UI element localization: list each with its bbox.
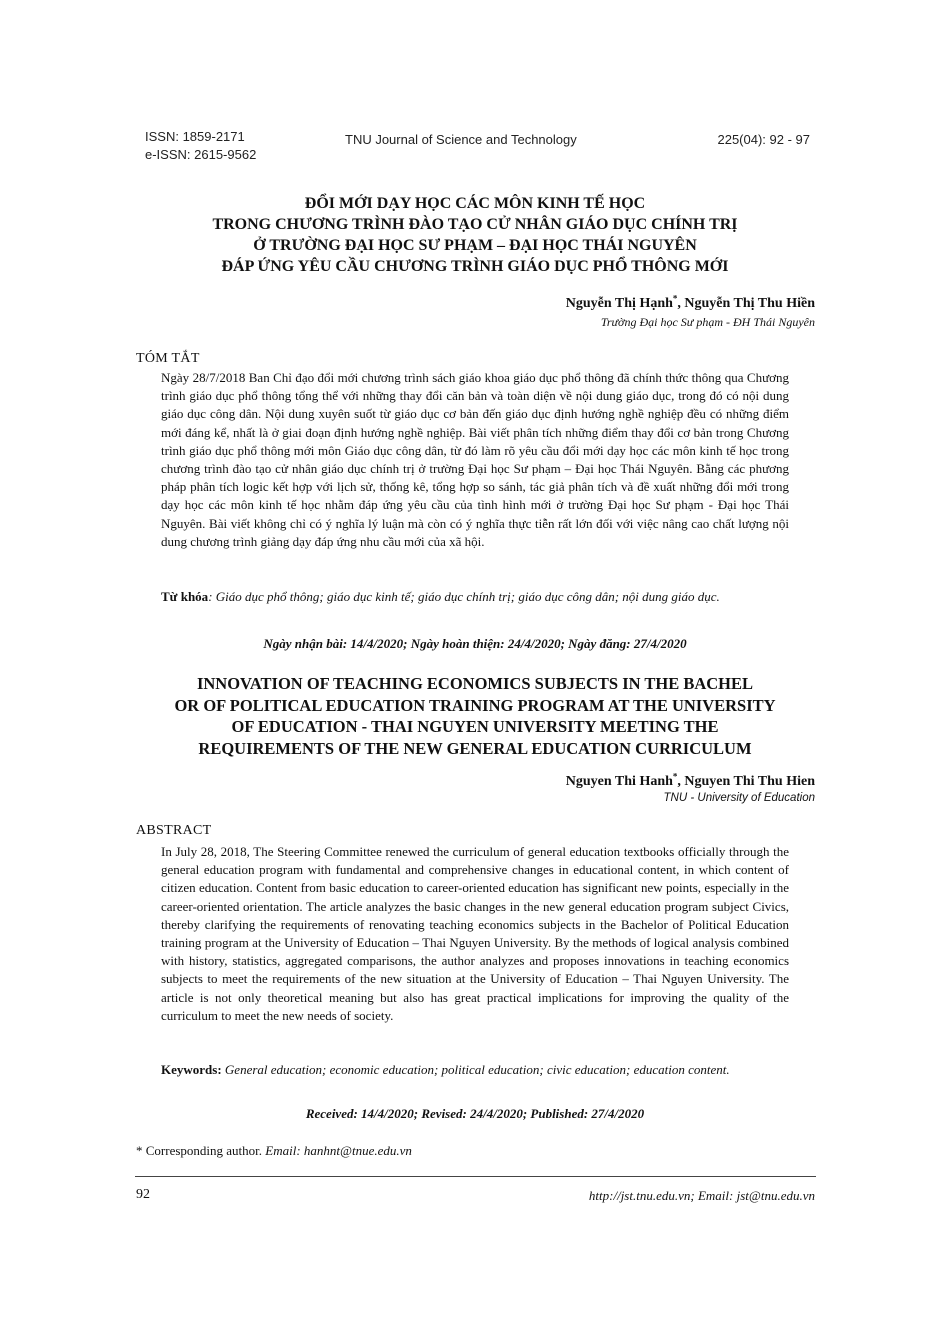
title-en-line: REQUIREMENTS OF THE NEW GENERAL EDUCATION CURRICULUM xyxy=(198,738,752,758)
journal-name: TNU Journal of Science and Technology xyxy=(345,132,577,147)
abstract-english: In July 28, 2018, The Steering Committee renewed the curriculum of general education textbooks officially through the general education program with fundamental and comprehensive changes in educational content, in which content of citizen education. Content from basic education to career-oriented education has significant new points, especially in the career-oriented orientation. The article analyzes the basic changes in the new general education program subject Civics, thereby clarifying the requirements of renovating teaching economics subjects in the Bachelor of Political Education training program at the University of Education – Thai Nguyen University. By the methods of logical analysis combined with history, statistics, aggregated comparisons, the author analyzes and proposes innovations in teaching economics subjects to meet the requirements of the new situation at the University of Education – Thai Nguyen University. The article is not only theoretical meaning but also has great practical implications for improving the quality of the curriculum to meet the new needs of society. xyxy=(161,844,789,1023)
title-english xyxy=(130,673,820,759)
page-number: 92 xyxy=(136,1187,150,1202)
corresponding-label: * Corresponding author. xyxy=(136,1143,266,1158)
title-en-line: OF EDUCATION - THAI NGUYEN UNIVERSITY MEETING THE xyxy=(231,717,719,736)
corresponding-author xyxy=(136,1143,412,1159)
keywords-text: : Giáo dục phổ thông; giáo dục kinh tế; giáo dục chính trị; giáo dục công dân; nội dung giáo dục. xyxy=(208,589,720,604)
corresponding-mark: * xyxy=(672,293,678,304)
authors-english xyxy=(565,771,815,790)
title-vn-line: Ở TRƯỜNG ĐẠI HỌC SƯ PHẠM – ĐẠI HỌC THÁI NGUYÊN xyxy=(253,237,697,254)
title-vn-line: ĐỔI MỚI DẠY HỌC CÁC MÔN KINH TẾ HỌC xyxy=(304,195,646,212)
issn: ISSN: 1859-2171 xyxy=(145,129,245,144)
title-en-line: OR OF POLITICAL EDUCATION TRAINING PROGRAM AT THE UNIVERSITY xyxy=(174,695,776,715)
keywords-label: Từ khóa xyxy=(161,589,209,604)
title-vn-line: TRONG CHƯƠNG TRÌNH ĐÀO TẠO CỬ NHÂN GIÁO DỤC CHÍNH TRỊ xyxy=(212,216,738,233)
abstract-heading: ABSTRACT xyxy=(136,823,212,838)
author-1: Nguyễn Thị Hạnh xyxy=(565,296,673,311)
title-en-line: INNOVATION OF TEACHING ECONOMICS SUBJECTS IN THE BACHEL xyxy=(196,674,754,693)
eissn: e-ISSN: 2615-9562 xyxy=(145,147,257,162)
footer-url[interactable]: http://jst.tnu.edu.vn; Email: jst@tnu.edu.vn xyxy=(588,1188,815,1203)
title-vn-line: ĐÁP ỨNG YÊU CẦU CHƯƠNG TRÌNH GIÁO DỤC PHỔ THÔNG MỚI xyxy=(221,258,729,275)
keywords-english xyxy=(161,1061,789,1079)
author-2: , Nguyen Thi Thu Hien xyxy=(677,774,815,789)
corresponding-email[interactable]: hanhnt@tnue.edu.vn xyxy=(303,1143,412,1158)
issn-block xyxy=(145,128,256,164)
authors-vietnamese xyxy=(565,293,815,312)
tomtat-heading: TÓM TẮT xyxy=(136,351,200,366)
volume-pages: 225(04): 92 - 97 xyxy=(717,132,810,147)
keywords-label: Keywords: xyxy=(161,1062,222,1077)
title-vietnamese xyxy=(135,193,815,277)
author-1: Nguyen Thi Hanh xyxy=(565,774,673,789)
footer-divider xyxy=(135,1176,816,1177)
dates-english: Received: 14/4/2020; Revised: 24/4/2020; Published: 27/4/2020 xyxy=(305,1106,645,1121)
email-label: Email: xyxy=(265,1143,304,1158)
dates-vietnamese: Ngày nhận bài: 14/4/2020; Ngày hoàn thiện: 24/4/2020; Ngày đăng: 27/4/2020 xyxy=(263,636,687,651)
keywords-text: General education; economic education; political education; civic education; education content. xyxy=(221,1062,730,1077)
affiliation-vietnamese: Trường Đại học Sư phạm - ĐH Thái Nguyên xyxy=(600,315,815,329)
keywords-vietnamese xyxy=(161,588,789,606)
affiliation-english: TNU - University of Education xyxy=(663,792,815,804)
abstract-vietnamese: Ngày 28/7/2018 Ban Chỉ đạo đổi mới chương trình sách giáo khoa giáo dục phổ thông đã chính thức thông qua Chương trình giáo dục phổ thông tổng thể với những thay đổi căn bản và toàn diện về nội dung giáo dục, trong đó có nội dung giáo dục công dân. Nội dung xuyên suốt từ giáo dục cơ bản đến giáo dục định hướng nghề nghiệp đều có những điểm mới đáng kể, nhất là ở giai đoạn định hướng nghề nghiệp. Bài viết phân tích những điểm thay đổi cơ bản trong Chương trình giáo dục phổ thông mới môn Giáo dục công dân, từ đó làm rõ yêu cầu đổi mới dạy học các môn kinh tế học trong chương trình đào tạo cử nhân giáo dục chính trị ở trường Đại học Sư phạm – Đại học Thái Nguyên. Bằng các phương pháp phân tích logic kết hợp với lịch sử, thống kê, tổng hợp so sánh, tác giả phân tích và đề xuất những đổi mới trong dạy học các môn kinh tế học nhằm đáp ứng yêu cầu của tình hình mới ở trường Đại học Sư phạm - Đại học Thái Nguyên. Bài viết không chỉ có ý nghĩa lý luận mà còn có ý nghĩa thực tiễn rất lớn đối với việc nâng cao chất lượng nội dung chương trình giảng dạy đáp ứng nhu cầu mới của xã hội. xyxy=(161,370,789,549)
corresponding-mark: * xyxy=(672,771,678,782)
author-2: , Nguyễn Thị Thu Hiền xyxy=(677,296,815,311)
